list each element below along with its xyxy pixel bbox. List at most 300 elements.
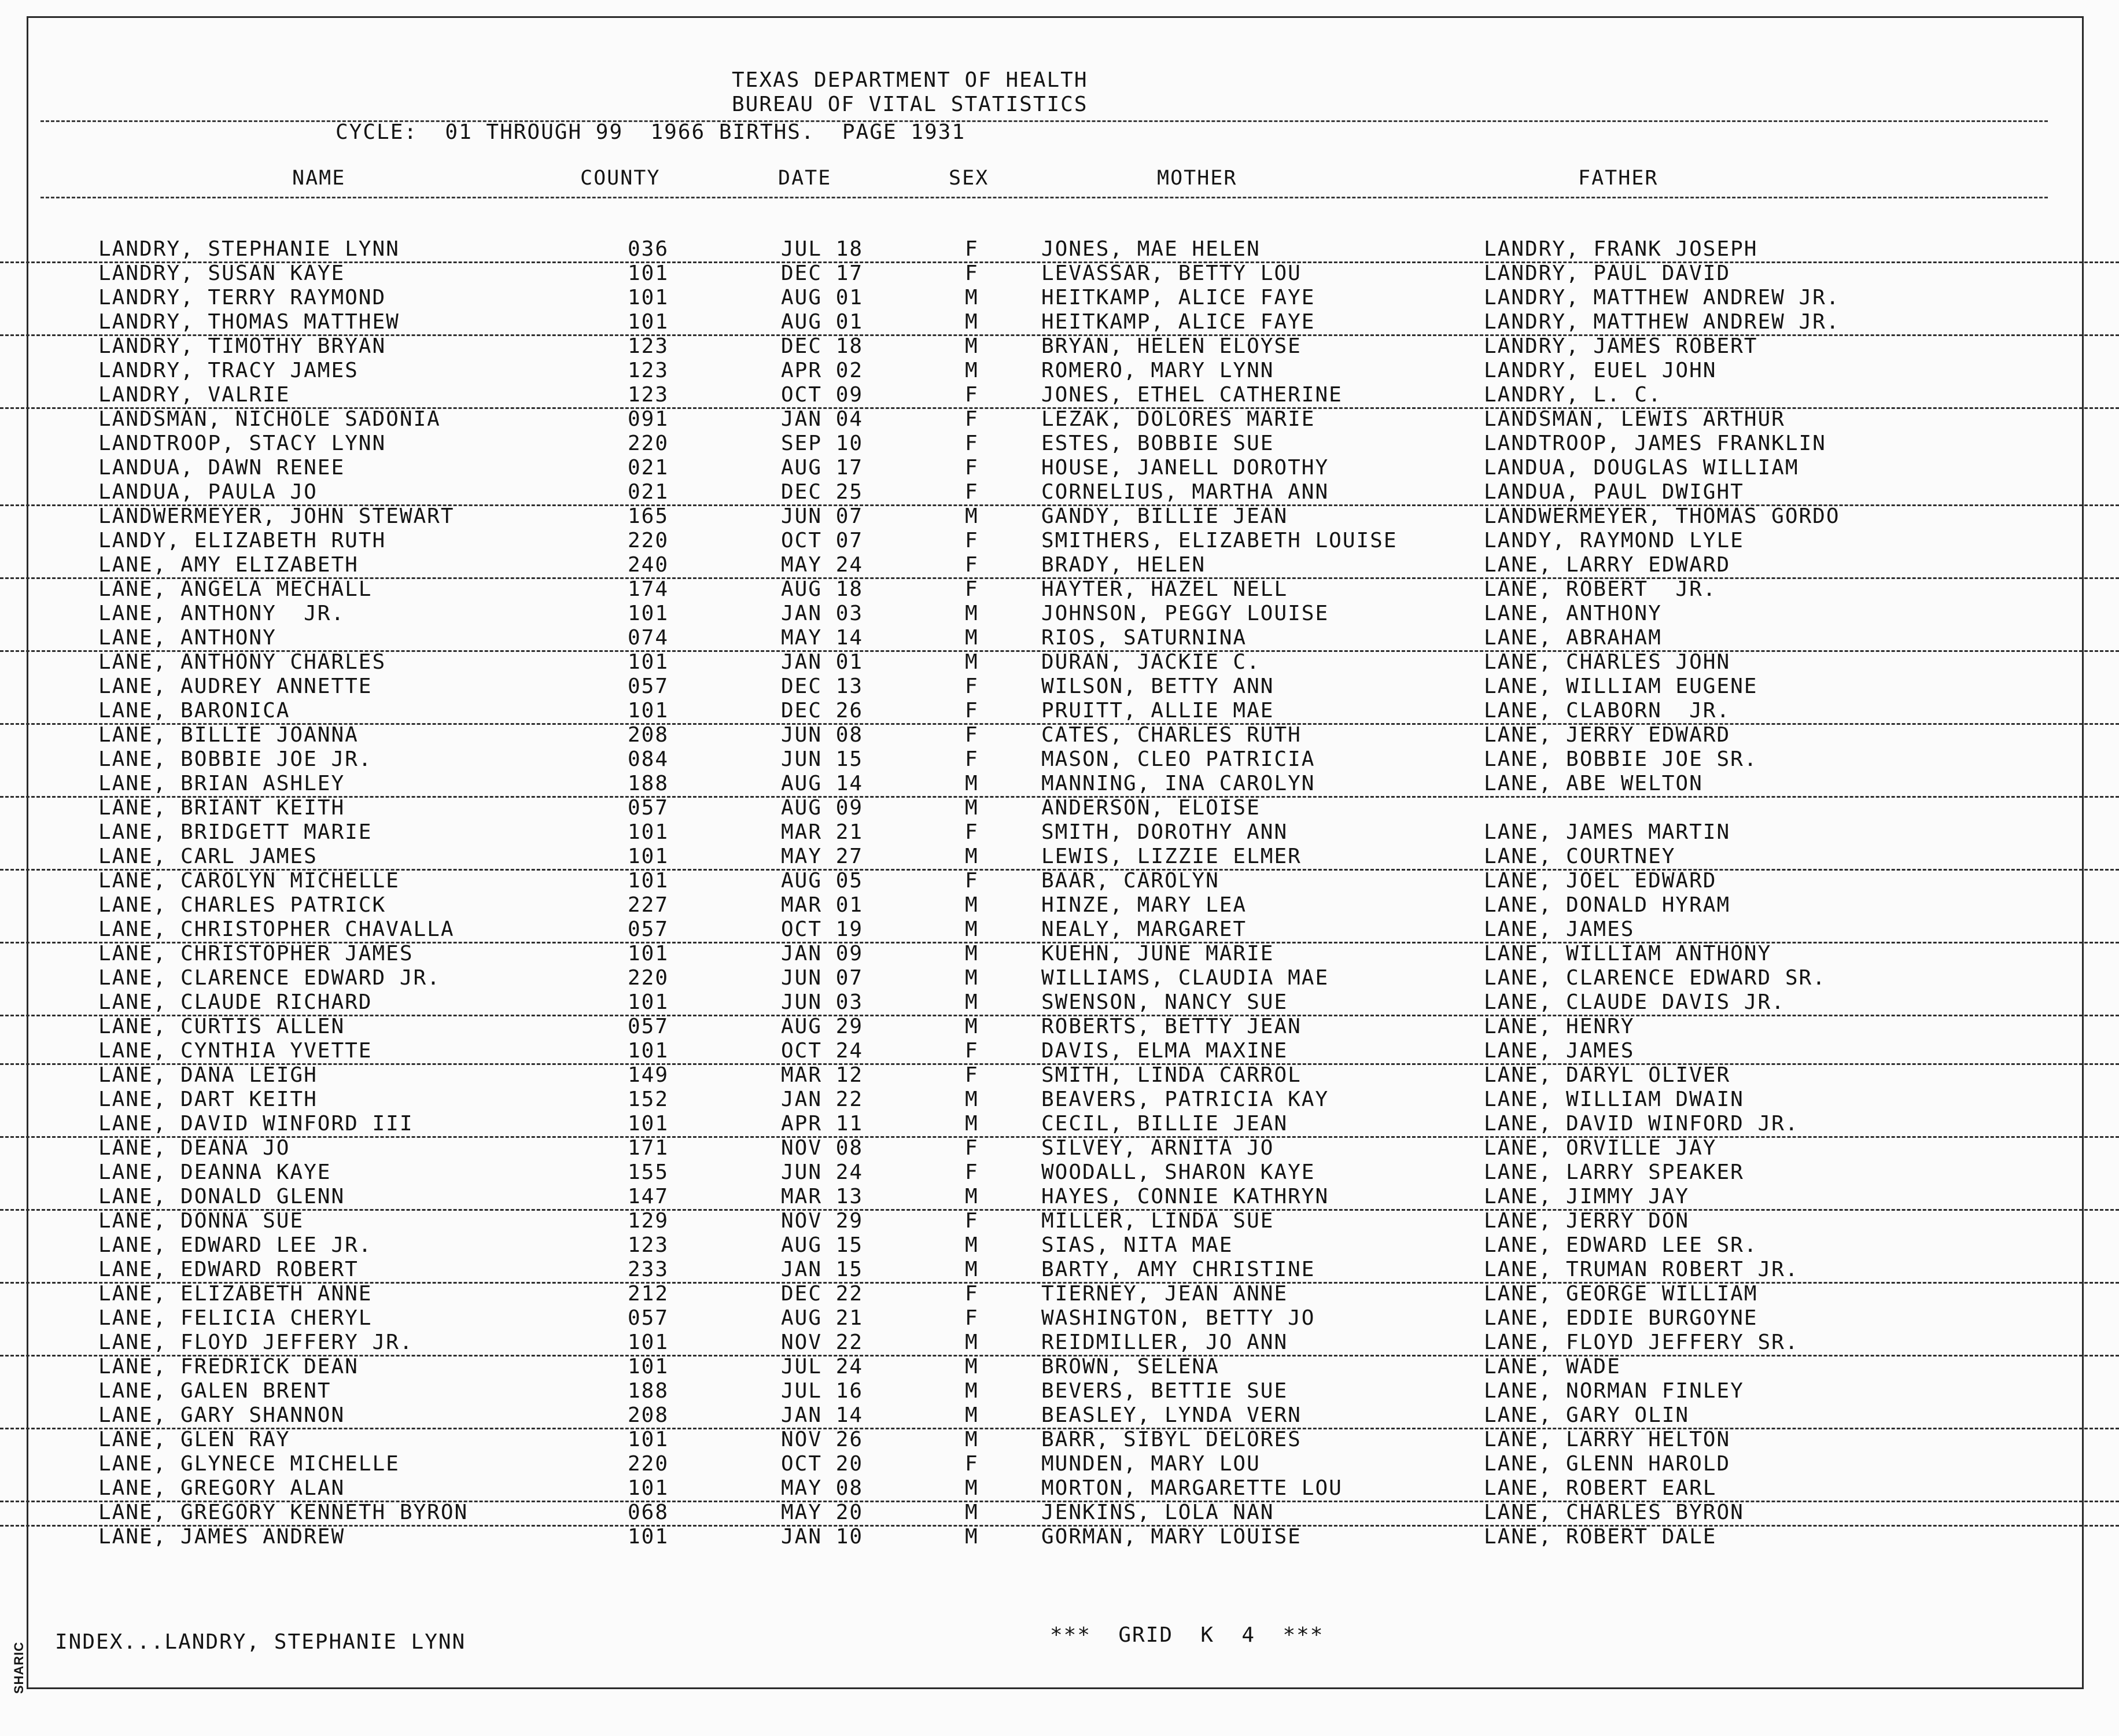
record-father: LANDRY, JAMES ROBERT xyxy=(1484,334,1758,358)
record-row xyxy=(0,893,2119,917)
record-mother: GORMAN, MARY LOUISE xyxy=(1041,1525,1302,1549)
record-county: 220 xyxy=(628,1452,669,1476)
record-row xyxy=(0,1063,2119,1088)
record-row xyxy=(0,990,2119,1016)
record-sex: M xyxy=(965,990,979,1014)
record-father: LANE, TRUMAN ROBERT JR. xyxy=(1484,1258,1799,1281)
record-row xyxy=(0,359,2119,383)
record-mother: SWENSON, NANCY SUE xyxy=(1041,990,1288,1014)
record-county: 101 xyxy=(628,1112,669,1136)
record-date: JAN 03 xyxy=(781,602,864,625)
record-date: JAN 04 xyxy=(781,407,864,431)
record-name: LANE, DONALD GLENN xyxy=(98,1185,345,1208)
record-row xyxy=(0,1258,2119,1284)
record-date: MAY 24 xyxy=(781,553,864,577)
record-name: LANE, DAVID WINFORD III xyxy=(98,1112,414,1136)
record-row xyxy=(0,456,2119,480)
record-name: LANE, DONNA SUE xyxy=(98,1209,304,1233)
record-row xyxy=(0,1355,2119,1379)
record-father: LANE, ORVILLE JAY xyxy=(1484,1136,1717,1160)
record-date: AUG 21 xyxy=(781,1306,864,1330)
record-mother: MASON, CLEO PATRICIA xyxy=(1041,747,1315,771)
record-county: 101 xyxy=(628,1355,669,1379)
record-county: 021 xyxy=(628,480,669,504)
record-mother: HINZE, MARY LEA xyxy=(1041,893,1247,917)
record-county: 123 xyxy=(628,1233,669,1257)
record-name: LANE, CLARENCE EDWARD JR. xyxy=(98,966,441,990)
record-row xyxy=(0,432,2119,456)
record-date: OCT 07 xyxy=(781,529,864,552)
record-row xyxy=(0,796,2119,820)
record-row xyxy=(0,917,2119,943)
record-mother: BRYAN, HELEN ELOYSE xyxy=(1041,334,1302,358)
record-sex: F xyxy=(965,237,979,261)
record-name: LANE, BRIDGETT MARIE xyxy=(98,820,373,844)
index-line: INDEX...LANDRY, STEPHANIE LYNN xyxy=(55,1630,466,1654)
record-date: JUL 24 xyxy=(781,1355,864,1379)
record-county: 208 xyxy=(628,723,669,747)
margin-label: SHARIC xyxy=(12,1641,27,1694)
record-father: LANE, LARRY EDWARD xyxy=(1484,553,1731,577)
record-name: LANDTROOP, STACY LYNN xyxy=(98,432,386,455)
record-name: LANE, CURTIS ALLEN xyxy=(98,1015,345,1038)
record-sex: F xyxy=(965,577,979,601)
record-sex: F xyxy=(965,1452,979,1476)
record-sex: F xyxy=(965,432,979,455)
record-sex: M xyxy=(965,1501,979,1524)
record-sex: M xyxy=(965,310,979,334)
record-mother: JONES, ETHEL CATHERINE xyxy=(1041,383,1343,407)
record-father: LANE, BOBBIE JOE SR. xyxy=(1484,747,1758,771)
record-mother: DURAN, JACKIE C. xyxy=(1041,650,1261,674)
record-row xyxy=(0,286,2119,310)
record-father: LANDRY, FRANK JOSEPH xyxy=(1484,237,1758,261)
record-father: LANE, ROBERT JR. xyxy=(1484,577,1717,601)
record-date: MAY 14 xyxy=(781,626,864,650)
record-father: LANE, COURTNEY xyxy=(1484,845,1676,868)
record-name: LANDRY, SUSAN KAYE xyxy=(98,261,345,285)
record-father: LANE, JAMES xyxy=(1484,917,1635,941)
record-father: LANE, FLOYD JEFFERY SR. xyxy=(1484,1330,1799,1354)
record-date: APR 02 xyxy=(781,359,864,382)
record-father: LANE, LARRY SPEAKER xyxy=(1484,1160,1744,1184)
record-county: 152 xyxy=(628,1088,669,1111)
record-date: JUL 16 xyxy=(781,1379,864,1403)
record-father: LANE, WILLIAM ANTHONY xyxy=(1484,942,1772,965)
record-row xyxy=(0,1160,2119,1185)
record-row xyxy=(0,237,2119,263)
record-sex: M xyxy=(965,1476,979,1500)
column-header-date: DATE xyxy=(778,167,832,190)
record-county: 101 xyxy=(628,286,669,309)
record-date: OCT 09 xyxy=(781,383,864,407)
record-mother: JOHNSON, PEGGY LOUISE xyxy=(1041,602,1329,625)
record-date: AUG 14 xyxy=(781,772,864,795)
record-sex: M xyxy=(965,334,979,358)
record-father: LANE, WILLIAM DWAIN xyxy=(1484,1088,1744,1111)
record-mother: RIOS, SATURNINA xyxy=(1041,626,1247,650)
record-row xyxy=(0,577,2119,602)
record-name: LANE, DEANA JO xyxy=(98,1136,290,1160)
record-father: LANE, CHARLES BYRON xyxy=(1484,1501,1744,1524)
record-county: 068 xyxy=(628,1501,669,1524)
record-date: AUG 17 xyxy=(781,456,864,480)
record-father: LANE, CLABORN JR. xyxy=(1484,699,1731,723)
record-name: LANE, CYNTHIA YVETTE xyxy=(98,1039,373,1063)
record-county: 188 xyxy=(628,772,669,795)
record-sex: F xyxy=(965,383,979,407)
record-mother: ANDERSON, ELOISE xyxy=(1041,796,1261,820)
record-row xyxy=(0,1088,2119,1112)
record-row xyxy=(0,942,2119,966)
record-mother: WOODALL, SHARON KAYE xyxy=(1041,1160,1315,1184)
column-header-county: COUNTY xyxy=(580,167,661,190)
record-county: 074 xyxy=(628,626,669,650)
record-sex: F xyxy=(965,699,979,723)
column-header-name: NAME xyxy=(292,167,346,190)
record-date: MAR 21 xyxy=(781,820,864,844)
record-father: LANE, HENRY xyxy=(1484,1015,1635,1038)
record-name: LANE, GLYNECE MICHELLE xyxy=(98,1452,400,1476)
record-mother: ROBERTS, BETTY JEAN xyxy=(1041,1015,1302,1038)
record-row xyxy=(0,1209,2119,1233)
record-father: LANE, EDDIE BURGOYNE xyxy=(1484,1306,1758,1330)
record-name: LANE, CLAUDE RICHARD xyxy=(98,990,373,1014)
record-mother: WILLIAMS, CLAUDIA MAE xyxy=(1041,966,1329,990)
record-row xyxy=(0,1015,2119,1039)
record-date: AUG 05 xyxy=(781,869,864,893)
record-mother: HEITKAMP, ALICE FAYE xyxy=(1041,286,1315,309)
record-sex: M xyxy=(965,893,979,917)
record-father: LANE, DAVID WINFORD JR. xyxy=(1484,1112,1799,1136)
record-name: LANDRY, THOMAS MATTHEW xyxy=(98,310,400,334)
department-title: TEXAS DEPARTMENT OF HEALTH xyxy=(732,68,1088,92)
record-mother: CECIL, BILLIE JEAN xyxy=(1041,1112,1288,1136)
record-name: LANE, CARL JAMES xyxy=(98,845,318,868)
record-county: 101 xyxy=(628,845,669,868)
record-father: LANE, WILLIAM EUGENE xyxy=(1484,675,1758,698)
record-row xyxy=(0,820,2119,845)
record-name: LANDRY, TRACY JAMES xyxy=(98,359,359,382)
record-row xyxy=(0,1233,2119,1258)
record-date: NOV 08 xyxy=(781,1136,864,1160)
record-mother: LEWIS, LIZZIE ELMER xyxy=(1041,845,1302,868)
record-county: 240 xyxy=(628,553,669,577)
record-father: LANDSMAN, LEWIS ARTHUR xyxy=(1484,407,1785,431)
record-row xyxy=(0,626,2119,652)
record-father: LANE, CLAUDE DAVIS JR. xyxy=(1484,990,1785,1014)
record-name: LANE, GARY SHANNON xyxy=(98,1403,345,1427)
record-father: LANE, CHARLES JOHN xyxy=(1484,650,1731,674)
record-father: LANE, EDWARD LEE SR. xyxy=(1484,1233,1758,1257)
record-sex: M xyxy=(965,286,979,309)
record-county: 101 xyxy=(628,942,669,965)
record-county: 155 xyxy=(628,1160,669,1184)
record-date: APR 11 xyxy=(781,1112,864,1136)
bureau-title: BUREAU OF VITAL STATISTICS xyxy=(732,93,1088,116)
record-name: LANE, ANTHONY CHARLES xyxy=(98,650,386,674)
record-county: 101 xyxy=(628,1476,669,1500)
record-row xyxy=(0,407,2119,432)
record-mother: BAAR, CAROLYN xyxy=(1041,869,1219,893)
record-row xyxy=(0,1452,2119,1476)
column-header-rule xyxy=(40,197,2048,198)
record-row xyxy=(0,383,2119,409)
record-date: JAN 01 xyxy=(781,650,864,674)
record-name: LANE, EDWARD LEE JR. xyxy=(98,1233,373,1257)
record-date: JUN 03 xyxy=(781,990,864,1014)
record-mother: HAYES, CONNIE KATHRYN xyxy=(1041,1185,1329,1208)
record-name: LANE, DEANNA KAYE xyxy=(98,1160,331,1184)
record-sex: M xyxy=(965,845,979,868)
record-county: 021 xyxy=(628,456,669,480)
record-name: LANE, CAROLYN MICHELLE xyxy=(98,869,400,893)
record-sex: M xyxy=(965,1330,979,1354)
record-name: LANE, BILLIE JOANNA xyxy=(98,723,359,747)
record-sex: M xyxy=(965,772,979,795)
record-name: LANE, FLOYD JEFFERY JR. xyxy=(98,1330,414,1354)
record-county: 057 xyxy=(628,917,669,941)
record-county: 057 xyxy=(628,796,669,820)
record-row xyxy=(0,529,2119,553)
record-row xyxy=(0,1282,2119,1306)
column-header-sex: SEX xyxy=(949,167,989,190)
record-sex: M xyxy=(965,602,979,625)
record-name: LANE, ANTHONY JR. xyxy=(98,602,345,625)
record-mother: SMITHERS, ELIZABETH LOUISE xyxy=(1041,529,1398,552)
record-father: LANE, WADE xyxy=(1484,1355,1621,1379)
record-mother: GANDY, BILLIE JEAN xyxy=(1041,504,1288,528)
record-mother: WASHINGTON, BETTY JO xyxy=(1041,1306,1315,1330)
record-row xyxy=(0,1112,2119,1138)
record-sex: F xyxy=(965,480,979,504)
record-mother: SMITH, LINDA CARROL xyxy=(1041,1063,1302,1087)
column-header-mother: MOTHER xyxy=(1157,167,1237,190)
record-sex: F xyxy=(965,553,979,577)
record-date: AUG 01 xyxy=(781,310,864,334)
record-sex: F xyxy=(965,675,979,698)
record-sex: F xyxy=(965,1039,979,1063)
record-date: SEP 10 xyxy=(781,432,864,455)
record-county: 101 xyxy=(628,602,669,625)
record-date: JUN 07 xyxy=(781,966,864,990)
record-county: 174 xyxy=(628,577,669,601)
record-name: LANE, AMY ELIZABETH xyxy=(98,553,359,577)
record-sex: F xyxy=(965,820,979,844)
record-sex: F xyxy=(965,456,979,480)
record-date: OCT 24 xyxy=(781,1039,864,1063)
record-county: 149 xyxy=(628,1063,669,1087)
record-father: LANE, JIMMY JAY xyxy=(1484,1185,1690,1208)
record-mother: SIAS, NITA MAE xyxy=(1041,1233,1233,1257)
record-row xyxy=(0,650,2119,675)
record-name: LANE, BOBBIE JOE JR. xyxy=(98,747,373,771)
record-mother: HOUSE, JANELL DOROTHY xyxy=(1041,456,1329,480)
record-father: LANE, GARY OLIN xyxy=(1484,1403,1690,1427)
record-name: LANE, GLEN RAY xyxy=(98,1428,290,1451)
record-county: 101 xyxy=(628,261,669,285)
record-row xyxy=(0,1428,2119,1452)
record-county: 101 xyxy=(628,990,669,1014)
record-sex: M xyxy=(965,1112,979,1136)
record-county: 101 xyxy=(628,1039,669,1063)
record-row xyxy=(0,504,2119,529)
record-mother: WILSON, BETTY ANN xyxy=(1041,675,1274,698)
record-date: OCT 20 xyxy=(781,1452,864,1476)
record-mother: LEVASSAR, BETTY LOU xyxy=(1041,261,1302,285)
record-date: DEC 13 xyxy=(781,675,864,698)
record-father: LANDRY, EUEL JOHN xyxy=(1484,359,1717,382)
record-mother: BROWN, SELENA xyxy=(1041,1355,1219,1379)
record-sex: M xyxy=(965,504,979,528)
record-mother: TIERNEY, JEAN ANNE xyxy=(1041,1282,1288,1306)
record-father: LANDY, RAYMOND LYLE xyxy=(1484,529,1744,552)
grid-reference: *** GRID K 4 *** xyxy=(1050,1623,1324,1647)
record-date: DEC 22 xyxy=(781,1282,864,1306)
record-county: 123 xyxy=(628,383,669,407)
record-sex: F xyxy=(965,723,979,747)
record-date: DEC 17 xyxy=(781,261,864,285)
record-date: DEC 18 xyxy=(781,334,864,358)
record-date: JAN 15 xyxy=(781,1258,864,1281)
record-county: 101 xyxy=(628,820,669,844)
record-date: AUG 01 xyxy=(781,286,864,309)
record-row xyxy=(0,261,2119,286)
record-mother: ESTES, BOBBIE SUE xyxy=(1041,432,1274,455)
record-row xyxy=(0,1330,2119,1357)
record-row xyxy=(0,966,2119,990)
record-name: LANE, FREDRICK DEAN xyxy=(98,1355,359,1379)
record-date: JUN 07 xyxy=(781,504,864,528)
record-date: JUN 08 xyxy=(781,723,864,747)
record-county: 165 xyxy=(628,504,669,528)
record-mother: REIDMILLER, JO ANN xyxy=(1041,1330,1288,1354)
record-mother: JONES, MAE HELEN xyxy=(1041,237,1261,261)
record-row xyxy=(0,1039,2119,1065)
record-sex: F xyxy=(965,1063,979,1087)
record-name: LANDY, ELIZABETH RUTH xyxy=(98,529,386,552)
record-mother: NEALY, MARGARET xyxy=(1041,917,1247,941)
record-county: 123 xyxy=(628,334,669,358)
record-name: LANDRY, STEPHANIE LYNN xyxy=(98,237,400,261)
record-name: LANDUA, PAULA JO xyxy=(98,480,318,504)
record-name: LANE, JAMES ANDREW xyxy=(98,1525,345,1549)
record-sex: M xyxy=(965,917,979,941)
record-county: 188 xyxy=(628,1379,669,1403)
record-name: LANE, BARONICA xyxy=(98,699,290,723)
record-county: 123 xyxy=(628,359,669,382)
record-mother: MORTON, MARGARETTE LOU xyxy=(1041,1476,1343,1500)
record-name: LANE, EDWARD ROBERT xyxy=(98,1258,359,1281)
record-name: LANE, DANA LEIGH xyxy=(98,1063,318,1087)
record-father: LANE, JAMES MARTIN xyxy=(1484,820,1731,844)
record-mother: BEAVERS, PATRICIA KAY xyxy=(1041,1088,1329,1111)
record-name: LANE, ANTHONY xyxy=(98,626,277,650)
record-father: LANDRY, MATTHEW ANDREW JR. xyxy=(1484,286,1840,309)
record-county: 147 xyxy=(628,1185,669,1208)
record-name: LANE, CHRISTOPHER CHAVALLA xyxy=(98,917,455,941)
record-father: LANDUA, PAUL DWIGHT xyxy=(1484,480,1744,504)
record-name: LANE, ELIZABETH ANNE xyxy=(98,1282,373,1306)
record-date: MAY 27 xyxy=(781,845,864,868)
record-name: LANE, DART KEITH xyxy=(98,1088,318,1111)
record-name: LANE, FELICIA CHERYL xyxy=(98,1306,373,1330)
record-sex: F xyxy=(965,1136,979,1160)
record-mother: CATES, CHARLES RUTH xyxy=(1041,723,1302,747)
record-sex: M xyxy=(965,1088,979,1111)
record-row xyxy=(0,310,2119,336)
record-father: LANE, CLARENCE EDWARD SR. xyxy=(1484,966,1826,990)
record-date: NOV 26 xyxy=(781,1428,864,1451)
record-county: 057 xyxy=(628,675,669,698)
column-header-father: FATHER xyxy=(1578,167,1659,190)
record-sex: F xyxy=(965,869,979,893)
record-date: MAY 20 xyxy=(781,1501,864,1524)
record-name: LANE, BRIANT KEITH xyxy=(98,796,345,820)
record-date: JUN 15 xyxy=(781,747,864,771)
record-county: 101 xyxy=(628,650,669,674)
record-date: NOV 22 xyxy=(781,1330,864,1354)
record-county: 101 xyxy=(628,310,669,334)
record-father: LANE, ANTHONY xyxy=(1484,602,1662,625)
record-name: LANDSMAN, NICHOLE SADONIA xyxy=(98,407,441,431)
record-father: LANDRY, MATTHEW ANDREW JR. xyxy=(1484,310,1840,334)
record-sex: M xyxy=(965,626,979,650)
record-name: LANDUA, DAWN RENEE xyxy=(98,456,345,480)
record-sex: F xyxy=(965,407,979,431)
record-sex: M xyxy=(965,1233,979,1257)
record-father: LANDRY, PAUL DAVID xyxy=(1484,261,1731,285)
record-father: LANE, ROBERT DALE xyxy=(1484,1525,1717,1549)
record-date: JAN 09 xyxy=(781,942,864,965)
record-sex: M xyxy=(965,1379,979,1403)
record-father: LANE, DARYL OLIVER xyxy=(1484,1063,1731,1087)
record-date: JAN 22 xyxy=(781,1088,864,1111)
record-mother: MANNING, INA CAROLYN xyxy=(1041,772,1315,795)
record-date: AUG 09 xyxy=(781,796,864,820)
record-sex: M xyxy=(965,1015,979,1038)
cycle-line: CYCLE: 01 THROUGH 99 1966 BIRTHS. PAGE 1931 xyxy=(336,120,965,144)
record-father: LANE, JOEL EDWARD xyxy=(1484,869,1717,893)
record-mother: MILLER, LINDA SUE xyxy=(1041,1209,1274,1233)
record-mother: ROMERO, MARY LYNN xyxy=(1041,359,1274,382)
record-sex: M xyxy=(965,359,979,382)
record-mother: KUEHN, JUNE MARIE xyxy=(1041,942,1274,965)
record-row xyxy=(0,845,2119,871)
record-name: LANE, GREGORY KENNETH BYRON xyxy=(98,1501,469,1524)
record-county: 084 xyxy=(628,747,669,771)
record-mother: BARTY, AMY CHRISTINE xyxy=(1041,1258,1315,1281)
record-row xyxy=(0,747,2119,772)
record-row xyxy=(0,675,2119,699)
record-sex: M xyxy=(965,966,979,990)
record-date: MAR 12 xyxy=(781,1063,864,1087)
record-mother: PRUITT, ALLIE MAE xyxy=(1041,699,1274,723)
record-sex: F xyxy=(965,747,979,771)
record-mother: SILVEY, ARNITA JO xyxy=(1041,1136,1274,1160)
record-father: LANE, GLENN HAROLD xyxy=(1484,1452,1731,1476)
record-name: LANE, GALEN BRENT xyxy=(98,1379,331,1403)
record-county: 101 xyxy=(628,1330,669,1354)
record-county: 171 xyxy=(628,1136,669,1160)
record-county: 091 xyxy=(628,407,669,431)
record-name: LANDRY, TERRY RAYMOND xyxy=(98,286,386,309)
record-father: LANE, NORMAN FINLEY xyxy=(1484,1379,1744,1403)
record-father: LANE, JAMES xyxy=(1484,1039,1635,1063)
record-mother: BRADY, HELEN xyxy=(1041,553,1206,577)
record-mother: LEZAK, DOLORES MARIE xyxy=(1041,407,1315,431)
record-sex: M xyxy=(965,1355,979,1379)
